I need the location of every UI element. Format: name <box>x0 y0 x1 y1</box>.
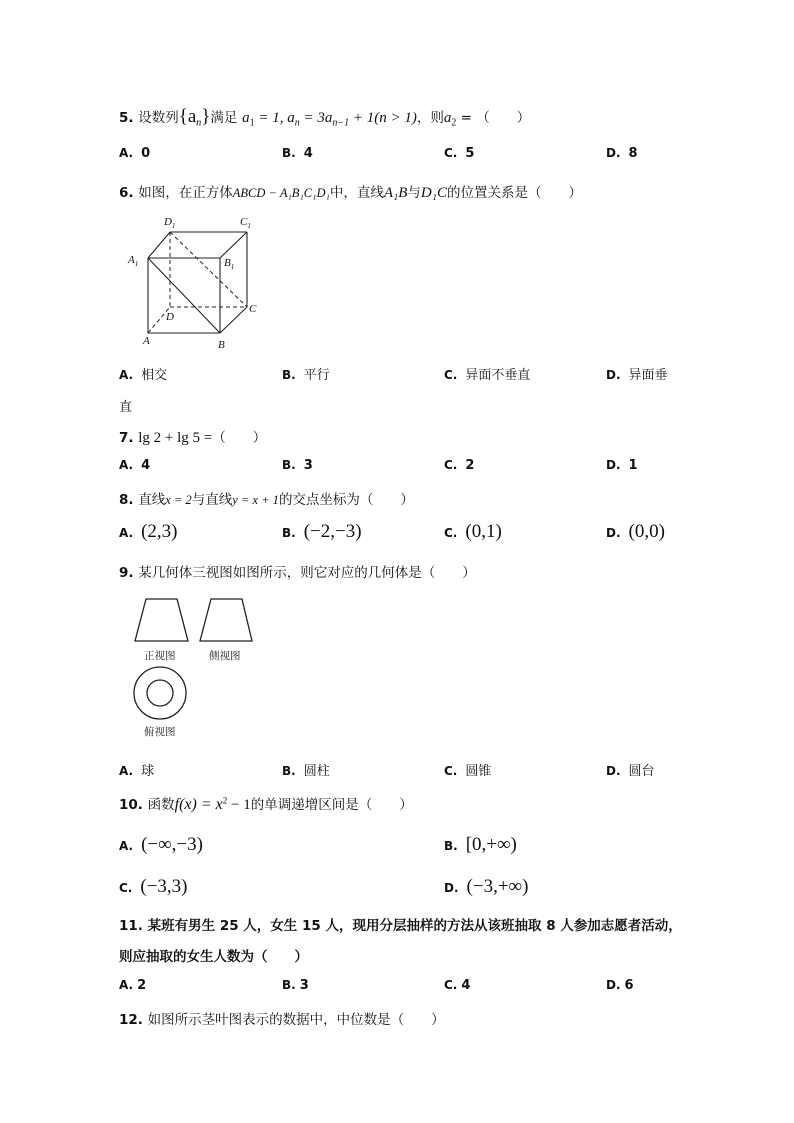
q10-option-c[interactable]: C. (−3,3) <box>119 876 188 897</box>
q10-option-a[interactable]: A. (−∞,−3) <box>119 834 203 855</box>
q5-option-b[interactable]: B. 4 <box>282 146 313 161</box>
q6-option-a[interactable]: A. 相交 <box>119 368 168 383</box>
q11-number: 11. <box>119 918 143 934</box>
q9-option-d[interactable]: D. 圆台 <box>606 764 655 779</box>
label-c1: $C_1$ <box>240 216 251 230</box>
label-a: A <box>143 335 150 347</box>
q11-option-b[interactable]: B. 3 <box>282 978 309 993</box>
label-d: D <box>166 311 174 323</box>
q11-option-a[interactable]: A. 2 <box>119 978 147 993</box>
q10-stem: 10. 函数$f(x) = x^2 - 1$的单调递增区间是（ ） <box>119 795 413 813</box>
q12-number: 12. <box>119 1012 143 1028</box>
q6-option-d[interactable]: D. 异面垂 <box>606 368 668 383</box>
q8-stem: 8. 直线x = 2与直线y = x + 1的交点坐标为（ ） <box>119 492 414 508</box>
label-b: B <box>218 339 225 351</box>
q11-stem-line2: 则应抽取的女生人数为（ ） <box>119 949 308 965</box>
q5-option-c[interactable]: C. 5 <box>444 146 475 161</box>
caption-side-view: 侧视图 <box>209 651 241 662</box>
q12-stem: 12. 如图所示茎叶图表示的数据中，中位数是（ ） <box>119 1012 445 1028</box>
q7-option-a[interactable]: A. 4 <box>119 458 151 473</box>
label-a1: $A_1$ <box>128 254 139 268</box>
q5-option-a[interactable]: A. 0 <box>119 146 151 161</box>
q8-option-c[interactable]: C. (0,1) <box>444 521 502 542</box>
caption-top-view: 俯视图 <box>144 727 176 738</box>
q6-option-b[interactable]: B. 平行 <box>282 368 330 383</box>
q10-option-d[interactable]: D. (−3,+∞) <box>444 876 529 897</box>
q5-option-d[interactable]: D. 8 <box>606 146 638 161</box>
q7-number: 7. <box>119 430 134 446</box>
q9-number: 9. <box>119 565 134 581</box>
q7-option-c[interactable]: C. 2 <box>444 458 475 473</box>
q5-stem: 5. 设数列$\{a_n\}$满足 $a_1 = 1$, $a_n = 3a_{n-1} + 1(n > 1)$，则$a_2$ = （ ） <box>119 106 531 129</box>
q6-option-c[interactable]: C. 异面不垂直 <box>444 368 531 383</box>
q10-number: 10. <box>119 797 143 813</box>
q11-option-c[interactable]: C. 4 <box>444 978 471 993</box>
q8-option-d[interactable]: D. (0,0) <box>606 521 665 542</box>
side-view-trapezoid <box>200 599 252 641</box>
q8-number: 8. <box>119 492 134 508</box>
q9-option-b[interactable]: B. 圆柱 <box>282 764 330 779</box>
q7-option-d[interactable]: D. 1 <box>606 458 638 473</box>
q7-option-b[interactable]: B. 3 <box>282 458 313 473</box>
q6-option-d-wrap: 直 <box>119 400 133 415</box>
q10-option-b[interactable]: B. [0,+∞) <box>444 834 517 855</box>
q9-option-c[interactable]: C. 圆锥 <box>444 764 492 779</box>
caption-front-view: 正视图 <box>144 651 176 662</box>
label-d1: $D_1$ <box>164 216 176 230</box>
q6-stem: 6. 如图，在正方体ABCD − A₁B₁C₁D₁中，直线A₁B与D₁C的位置关系是（ ） <box>119 185 582 201</box>
top-view-inner-circle <box>147 680 173 706</box>
edge-a1-d1 <box>148 232 170 258</box>
label-b1: $B_1$ <box>224 257 235 271</box>
front-view-trapezoid <box>135 599 188 641</box>
q9-option-a[interactable]: A. 球 <box>119 764 155 779</box>
cube-figure <box>124 210 264 352</box>
q8-option-a[interactable]: A. (2,3) <box>119 521 178 542</box>
edge-b-c <box>220 307 247 333</box>
label-c: C <box>249 303 257 315</box>
q11-option-d[interactable]: D. 6 <box>606 978 634 993</box>
diagonal-a1-b <box>148 258 220 333</box>
q7-stem: 7. lg 2 + lg 5 =（ ） <box>119 430 267 446</box>
three-view-figure <box>128 594 258 744</box>
q5-number: 5. <box>119 110 134 126</box>
q11-stem-line1: 11. 某班有男生 25 人，女生 15 人，现用分层抽样的方法从该班抽取 8 人参加志愿者活动， <box>119 918 682 934</box>
edge-b1-c1 <box>220 232 247 258</box>
top-view-outer-circle <box>134 667 186 719</box>
q9-stem: 9. 某几何体三视图如图所示，则它对应的几何体是（ ） <box>119 565 476 581</box>
q8-option-b[interactable]: B. (−2,−3) <box>282 521 362 542</box>
q6-number: 6. <box>119 185 134 201</box>
